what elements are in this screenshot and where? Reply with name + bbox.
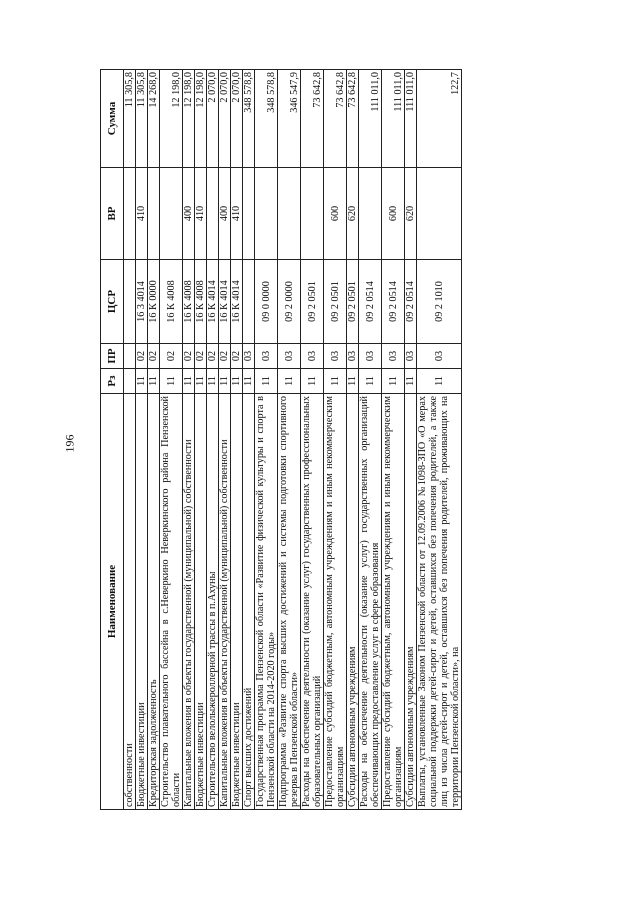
budget-table-page [100, 70, 640, 810]
cell-vr: 400 [183, 168, 195, 260]
cell-sum: 348 578,8 [243, 70, 255, 168]
cell-name: Расходы на обеспечение деятельности (оказание услуг) государственных организаций обеспечивающих предоставление услуг в сфере образования [359, 394, 382, 810]
cell-pr: 02 [207, 344, 219, 369]
cell-rz: 11 [255, 369, 278, 394]
cell-name: Субсидии автономным учреждениям [405, 394, 417, 810]
table-row [231, 70, 243, 810]
cell-rz [124, 369, 136, 394]
table-row [324, 70, 347, 810]
cell-rz: 11 [148, 369, 160, 394]
cell-csr: 09 2 1010 [417, 260, 462, 344]
header-rz: Рз [101, 369, 124, 394]
cell-vr [148, 168, 160, 260]
cell-csr: 16 К 4014 [207, 260, 219, 344]
cell-csr: 09 2 0501 [301, 260, 324, 344]
cell-sum: 14 268,0 [148, 70, 160, 168]
cell-name: Бюджетные инвестиции [136, 394, 148, 810]
cell-rz: 11 [231, 369, 243, 394]
budget-table [100, 69, 462, 810]
cell-csr: 16 К 4008 [183, 260, 195, 344]
cell-csr: 16 К 4014 [219, 260, 231, 344]
header-csr: ЦСР [101, 260, 124, 344]
cell-name: Предоставление субсидий бюджетным, автономным учреждениям и иным некоммерческим организациям [324, 394, 347, 810]
cell-vr: 620 [347, 168, 359, 260]
header-name: Наименование [101, 394, 124, 810]
cell-rz: 11 [382, 369, 405, 394]
cell-pr [124, 344, 136, 369]
table-row [405, 70, 417, 810]
cell-sum: 12 198,0 [183, 70, 195, 168]
cell-name: Субсидии автономным учреждениям [347, 394, 359, 810]
cell-name: собственности [124, 394, 136, 810]
cell-pr: 02 [148, 344, 160, 369]
cell-csr: 16 К 4008 [195, 260, 207, 344]
table-row [148, 70, 160, 810]
cell-sum: 12 198,0 [160, 70, 183, 168]
cell-csr: 09 0 0000 [255, 260, 278, 344]
cell-name: Государственная программа Пензенской области «Развитие физической культуры и спорта в Пензенской области на 2014-2020 годы» [255, 394, 278, 810]
cell-sum: 346 547,9 [278, 70, 301, 168]
cell-csr: 09 2 0501 [324, 260, 347, 344]
cell-pr: 02 [195, 344, 207, 369]
page-number: 196 [62, 434, 77, 453]
cell-vr [124, 168, 136, 260]
cell-csr: 09 2 0514 [359, 260, 382, 344]
table-row [255, 70, 278, 810]
cell-sum: 122,7 [417, 70, 462, 168]
cell-pr: 03 [255, 344, 278, 369]
cell-rz: 11 [417, 369, 462, 394]
cell-name: Подпрограмма «Развитие спорта высших достижений и системы подготовки спортивного резерва в Пензенской области» [278, 394, 301, 810]
cell-sum: 111 011,0 [382, 70, 405, 168]
cell-pr: 03 [301, 344, 324, 369]
cell-vr: 600 [324, 168, 347, 260]
table-row [417, 70, 462, 810]
cell-vr: 620 [405, 168, 417, 260]
cell-vr [417, 168, 462, 260]
cell-csr: 16 К 4008 [160, 260, 183, 344]
cell-sum: 348 578,8 [255, 70, 278, 168]
cell-name: Капитальные вложения в объекты государственной (муниципальной) собственности [219, 394, 231, 810]
cell-sum: 73 642,8 [347, 70, 359, 168]
cell-vr [207, 168, 219, 260]
cell-vr: 400 [219, 168, 231, 260]
cell-sum: 12 198,0 [195, 70, 207, 168]
cell-sum: 11 305,8 [136, 70, 148, 168]
table-row [219, 70, 231, 810]
cell-rz: 11 [160, 369, 183, 394]
cell-vr [301, 168, 324, 260]
table-row [136, 70, 148, 810]
cell-rz: 11 [136, 369, 148, 394]
cell-csr: 16 3 4014 [136, 260, 148, 344]
table-row [278, 70, 301, 810]
table-row [207, 70, 219, 810]
cell-rz: 11 [278, 369, 301, 394]
cell-rz: 11 [195, 369, 207, 394]
cell-sum: 11 305,8 [124, 70, 136, 168]
cell-rz: 11 [243, 369, 255, 394]
table-row [243, 70, 255, 810]
cell-vr: 600 [382, 168, 405, 260]
table-row [124, 70, 136, 810]
table-row [359, 70, 382, 810]
cell-csr: 16 К 0000 [148, 260, 160, 344]
cell-rz: 11 [219, 369, 231, 394]
cell-csr: 09 2 0514 [382, 260, 405, 344]
cell-csr: 09 2 0501 [347, 260, 359, 344]
table-row [195, 70, 207, 810]
cell-csr [124, 260, 136, 344]
cell-sum: 111 011,0 [359, 70, 382, 168]
cell-pr: 03 [243, 344, 255, 369]
cell-rz: 11 [359, 369, 382, 394]
cell-pr: 02 [183, 344, 195, 369]
cell-csr: 09 2 0000 [278, 260, 301, 344]
cell-pr: 02 [160, 344, 183, 369]
cell-pr: 03 [278, 344, 301, 369]
cell-sum: 73 642,8 [324, 70, 347, 168]
cell-sum: 2 070,0 [231, 70, 243, 168]
cell-sum: 2 070,0 [207, 70, 219, 168]
cell-name: Расходы на обеспечение деятельности (оказание услуг) государственных профессиональных образовательных организаций [301, 394, 324, 810]
cell-rz: 11 [207, 369, 219, 394]
cell-vr [255, 168, 278, 260]
table-row [160, 70, 183, 810]
cell-pr: 03 [405, 344, 417, 369]
cell-name: Кредиторская задолженность [148, 394, 160, 810]
table-header-row [101, 70, 124, 810]
cell-pr: 03 [359, 344, 382, 369]
header-vr: ВР [101, 168, 124, 260]
cell-vr [243, 168, 255, 260]
cell-pr: 03 [417, 344, 462, 369]
cell-sum: 111 011,0 [405, 70, 417, 168]
cell-name: Выплаты, установленные Законом Пензенской области от 12.09.2006 №1098-ЗПО «О мерах социальной поддержки детей-сирот и детей, оставшихся без попечения родителей, а также лиц из числа детей-сирот и детей, оставшихся без попечения родителей, проживающих на территории Пензенской области», на [417, 394, 462, 810]
cell-sum: 2 070,0 [219, 70, 231, 168]
cell-rz: 11 [405, 369, 417, 394]
cell-pr: 03 [324, 344, 347, 369]
cell-name: Строительство плавательного бассейна в с.Неверкино Неверкинского района Пензенской области [160, 394, 183, 810]
cell-name: Бюджетные инвестиции [195, 394, 207, 810]
cell-rz: 11 [301, 369, 324, 394]
cell-vr: 410 [136, 168, 148, 260]
header-pr: ПР [101, 344, 124, 369]
cell-csr: 09 2 0514 [405, 260, 417, 344]
cell-name: Спорт высших достижений [243, 394, 255, 810]
table-row [301, 70, 324, 810]
cell-rz: 11 [347, 369, 359, 394]
cell-csr: 16 К 4014 [231, 260, 243, 344]
cell-csr [243, 260, 255, 344]
table-row [183, 70, 195, 810]
cell-vr: 410 [231, 168, 243, 260]
cell-rz: 11 [183, 369, 195, 394]
cell-name: Капитальные вложения в объекты государственной (муниципальной) собственности [183, 394, 195, 810]
cell-name: Бюджетные инвестиции [231, 394, 243, 810]
cell-sum: 73 642,8 [301, 70, 324, 168]
cell-vr [160, 168, 183, 260]
header-sum: Сумма [101, 70, 124, 168]
table-row [382, 70, 405, 810]
cell-pr: 02 [136, 344, 148, 369]
cell-pr: 03 [382, 344, 405, 369]
cell-pr: 02 [231, 344, 243, 369]
cell-vr [278, 168, 301, 260]
cell-vr [359, 168, 382, 260]
cell-name: Предоставление субсидий бюджетным, автономным учреждениям и иным некоммерческим организациям [382, 394, 405, 810]
cell-vr: 410 [195, 168, 207, 260]
cell-rz: 11 [324, 369, 347, 394]
cell-pr: 03 [347, 344, 359, 369]
cell-pr: 02 [219, 344, 231, 369]
cell-name: Строительство велолыжероллерной трассы в п.Ахуны [207, 394, 219, 810]
table-row [347, 70, 359, 810]
